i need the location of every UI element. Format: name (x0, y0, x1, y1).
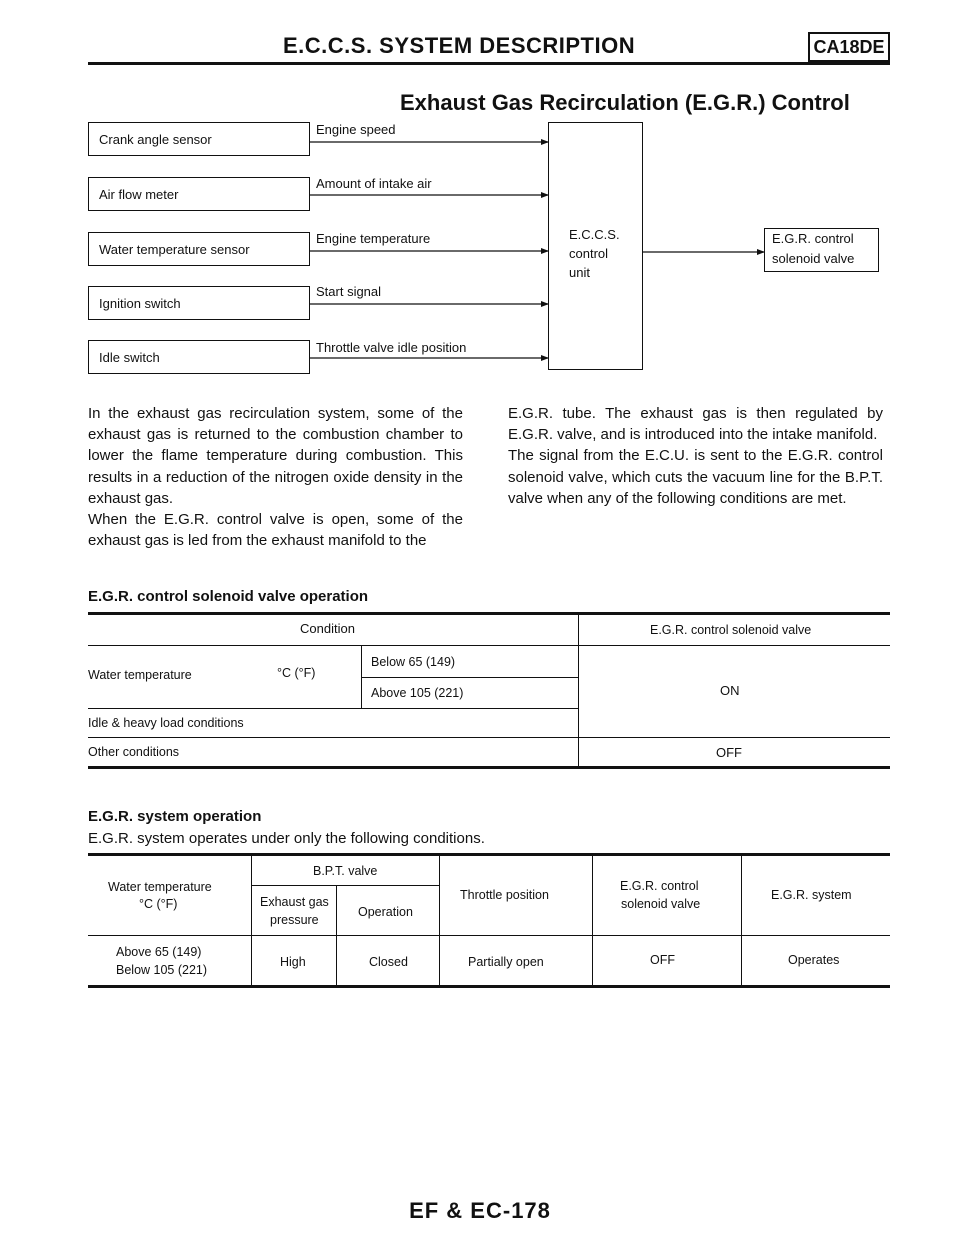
engine-code-badge: CA18DE (808, 32, 890, 62)
table2-header-water-temp: Water temperature (108, 880, 212, 894)
table1-unit: °C (°F) (277, 666, 316, 680)
table2-col-divider (336, 886, 337, 986)
table2-col-divider (251, 855, 252, 986)
table1-col-divider (578, 613, 579, 768)
table2-intro: E.G.R. system operates under only the following conditions. (88, 830, 485, 847)
table2-header-system: E.G.R. system (771, 888, 852, 902)
table1-on-value: ON (720, 683, 740, 698)
table2-bpt-rule (251, 885, 439, 886)
table2-header-pressure: pressure (270, 913, 319, 927)
table2-row-system: Operates (788, 953, 840, 967)
table1-row-rule (88, 708, 578, 709)
page-header-title: E.C.C.S. SYSTEM DESCRIPTION (283, 33, 636, 58)
egr-solenoid-valve-box (764, 228, 879, 272)
table2-header-solenoid: E.G.R. control (620, 879, 699, 893)
table2-row-operation: Closed (369, 955, 408, 969)
table2-header-bpt: B.P.T. valve (313, 864, 378, 878)
table1-water-temp-label: Water temperature (88, 668, 192, 682)
table1-below: Below 65 (149) (371, 655, 456, 669)
table2-header-solenoid-valve: solenoid valve (621, 897, 701, 911)
section-title: Exhaust Gas Recirculation (E.G.R.) Control (400, 90, 850, 115)
table1-title: E.G.R. control solenoid valve operation (88, 588, 369, 605)
table2-col-divider (741, 855, 742, 986)
table1-top-rule (88, 612, 890, 615)
signal-label-intake-air: Amount of intake air (316, 176, 432, 191)
page-number: EF & EC-178 (409, 1198, 551, 1223)
table1-header-rule (88, 645, 890, 646)
table2-header-exhaust: Exhaust gas (260, 895, 329, 909)
table1-header-condition: Condition (300, 621, 355, 636)
table1-row-rule (88, 737, 890, 738)
table2-row-water-below: Below 105 (221) (116, 963, 208, 977)
body-text-right (508, 403, 883, 509)
table1-temp-split (361, 677, 578, 678)
table2-title: E.G.R. system operation (88, 808, 262, 825)
egr-box-line: solenoid valve (772, 251, 855, 266)
paragraph: E.G.R. tube. The exhaust gas is then regulated by E.G.R. valve, and is introduced into the intake manifold. (508, 405, 883, 444)
table2-header-operation: Operation (358, 905, 413, 919)
ecu-label-line: control (569, 246, 609, 261)
table1-bottom-rule (88, 766, 890, 769)
paragraph: In the exhaust gas recirculation system, some of the exhaust gas is returned to the combustion chamber to lower the flame temperature during combustion. This results in a reduction of the nitrogen oxide density in the exhaust gas. (88, 405, 463, 507)
table2-bottom-rule (88, 985, 890, 988)
table1-above: Above 105 (221) (371, 686, 464, 700)
sensor-ignition-switch: Ignition switch (88, 286, 310, 320)
ecu-label-line: E.C.C.S. (569, 227, 620, 242)
table2-header-rule (88, 935, 890, 936)
sensor-idle-switch: Idle switch (88, 340, 310, 374)
ecu-label-line: unit (569, 265, 590, 280)
table1-header-valve: E.G.R. control solenoid valve (650, 623, 812, 637)
paragraph: The signal from the E.C.U. is sent to the E.G.R. control solenoid valve, which cuts the vacuum line for the B.P.T. valve when any of the following conditions are met. (508, 447, 883, 507)
signal-label-engine-temp: Engine temperature (316, 231, 431, 246)
signal-label-idle-position: Throttle valve idle position (316, 340, 467, 355)
sensor-crank-angle: Crank angle sensor (88, 122, 310, 156)
table2-top-rule (88, 853, 890, 856)
table1-off-value: OFF (716, 745, 742, 760)
sensor-water-temperature: Water temperature sensor (88, 232, 310, 266)
table2-row-exhaust: High (280, 955, 306, 969)
table2-row-throttle: Partially open (468, 955, 544, 969)
table1-other-conditions: Other conditions (88, 745, 180, 759)
table1-idle-conditions: Idle & heavy load conditions (88, 716, 244, 730)
egr-box-line: E.G.R. control (772, 231, 854, 246)
table2-col-divider (439, 855, 440, 986)
table2-row-water-above: Above 65 (149) (116, 945, 202, 959)
ecu-label (569, 225, 620, 282)
signal-label-engine-speed: Engine speed (316, 122, 396, 137)
sensor-air-flow-meter: Air flow meter (88, 177, 310, 211)
table2-header-water-unit: °C (°F) (139, 897, 178, 911)
paragraph: When the E.G.R. control valve is open, some of the exhaust gas is led from the exhaust manifold to the (88, 511, 463, 550)
table1-temp-divider (361, 645, 362, 709)
body-text-left (88, 403, 463, 551)
table2-col-divider (592, 855, 593, 986)
table2-row-solenoid: OFF (650, 953, 675, 967)
table2-header-throttle: Throttle position (460, 888, 549, 902)
signal-label-start: Start signal (316, 284, 382, 299)
